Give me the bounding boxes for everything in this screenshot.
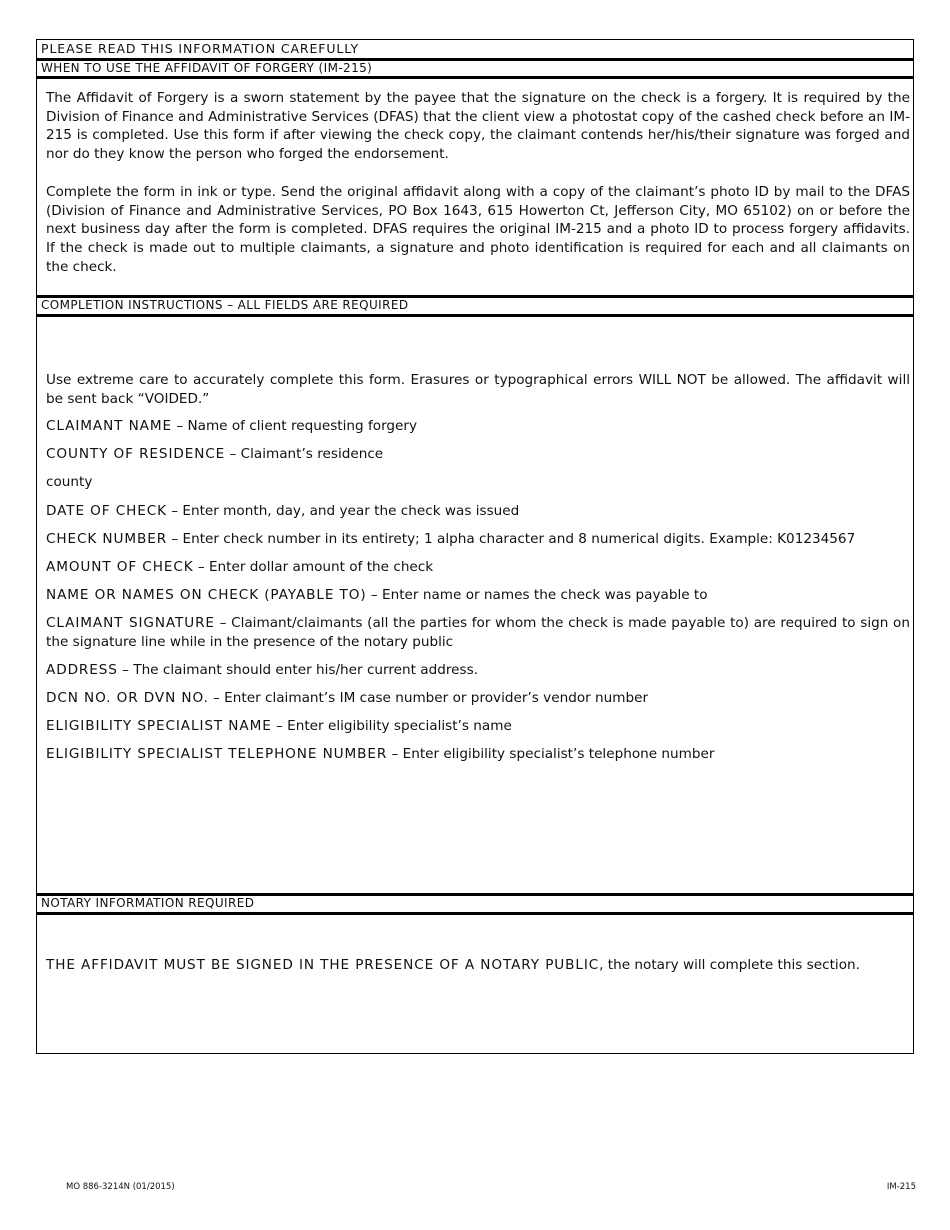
section-header-usage: WHEN TO USE THE AFFIDAVIT OF FORGERY (IM-215) xyxy=(41,61,373,75)
instruction-item xyxy=(46,558,910,577)
instruction-term: CLAIMANT NAME xyxy=(46,418,172,434)
instruction-item xyxy=(46,473,910,492)
notary-statement xyxy=(46,956,910,975)
instruction-term: CHECK NUMBER xyxy=(46,531,168,547)
affidavit-instructions-form xyxy=(36,39,914,1054)
instruction-term: NAME OR NAMES ON CHECK (PAYABLE TO) xyxy=(46,587,367,603)
section-header-notary: NOTARY INFORMATION REQUIRED xyxy=(41,896,255,910)
instruction-desc: – Enter eligibility specialist’s name xyxy=(271,718,512,734)
instruction-item xyxy=(46,586,910,605)
instruction-item xyxy=(46,530,910,549)
instruction-term: DCN NO. OR DVN NO. xyxy=(46,690,209,706)
instruction-desc: – Claimant/claimants (all the parties for whom the check is made payable to) are required to sign on the signature line while in the presence of the notary public xyxy=(46,615,910,650)
usage-paragraph-1: The Affidavit of Forgery is a sworn statement by the payee that the signature on the check is a forgery. It is required by the Division of Finance and Administrative Services (DFAS) that the client view a photostat copy of the cashed check before an IM-215 is completed. Use this form if after viewing the check copy, the claimant contends her/his/their signature was forged and nor do they know the person who forged the endorsement. xyxy=(46,90,910,163)
instruction-item xyxy=(46,689,910,708)
instruction-term: AMOUNT OF CHECK xyxy=(46,559,194,575)
instruction-desc: – Enter month, day, and year the check was issued xyxy=(166,503,520,519)
notary-term: THE AFFIDAVIT MUST BE SIGNED IN THE PRESENCE OF A NOTARY PUBLIC xyxy=(46,957,600,973)
instruction-item xyxy=(46,614,910,652)
instruction-desc: county xyxy=(46,474,93,490)
page-title: PLEASE READ THIS INFORMATION CAREFULLY xyxy=(41,41,360,56)
instruction-term: ELIGIBILITY SPECIALIST TELEPHONE NUMBER xyxy=(46,746,388,762)
instruction-term: COUNTY OF RESIDENCE xyxy=(46,446,226,462)
instruction-term: ELIGIBILITY SPECIALIST NAME xyxy=(46,718,272,734)
instruction-term: CLAIMANT SIGNATURE xyxy=(46,615,215,631)
instruction-item xyxy=(46,417,910,436)
instruction-desc: – The claimant should enter his/her current address. xyxy=(117,662,479,678)
form-id: MO 886-3214N (01/2015) xyxy=(66,1182,175,1192)
instructions-intro: Use extreme care to accurately complete this form. Erasures or typographical errors WILL NOT be allowed. The affidavit will be sent back “VOIDED.” xyxy=(46,372,910,407)
instruction-desc: – Enter claimant’s IM case number or provider’s vendor number xyxy=(208,690,649,706)
divider xyxy=(37,912,913,915)
instruction-desc: – Enter eligibility specialist’s telephone number xyxy=(387,746,715,762)
section-header-instructions: COMPLETION INSTRUCTIONS – ALL FIELDS ARE REQUIRED xyxy=(41,298,409,312)
divider xyxy=(37,76,913,79)
instruction-desc: – Name of client requesting forgery xyxy=(172,418,418,434)
form-code: IM-215 xyxy=(886,1182,916,1192)
usage-paragraph-2: Complete the form in ink or type. Send the original affidavit along with a copy of the claimant’s photo ID by mail to the DFAS (Division of Finance and Administrative Services, PO Box 1643, 615 Howerton Ct, Jefferson City, MO 65102) on or before the next business day after the form is completed. DFAS requires the original IM-215 and a photo ID to process forgery affidavits. If the check is made out to multiple claimants, a signature and photo identification is required for each and all claimants on the check. xyxy=(46,184,910,275)
instruction-desc: – Enter check number in its entirety; 1 alpha character and 8 numerical digits. Example: K01234567 xyxy=(167,531,856,547)
instruction-item xyxy=(46,717,910,736)
instruction-desc: – Claimant’s residence xyxy=(225,446,384,462)
instruction-desc: – Enter dollar amount of the check xyxy=(193,559,434,575)
instruction-item xyxy=(46,661,910,680)
notary-desc: , the notary will complete this section. xyxy=(599,957,860,973)
instruction-item xyxy=(46,502,910,521)
instruction-desc: – Enter name or names the check was payable to xyxy=(366,587,708,603)
instruction-term: DATE OF CHECK xyxy=(46,503,167,519)
instruction-item xyxy=(46,445,910,464)
instruction-item xyxy=(46,745,910,764)
divider xyxy=(37,314,913,317)
instruction-term: ADDRESS xyxy=(46,662,118,678)
